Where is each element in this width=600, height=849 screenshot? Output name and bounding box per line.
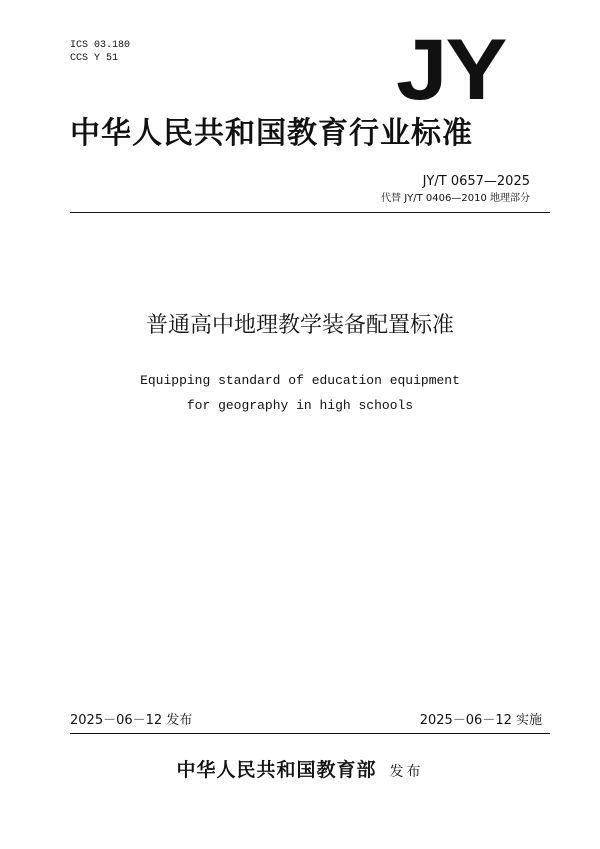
industry-standard-title: 中华人民共和国教育行业标准 xyxy=(70,116,473,151)
standard-number: JY/T 0657—2025 xyxy=(422,174,530,189)
ccs-code: CCS Y 51 xyxy=(70,53,119,64)
replaces-standard: 代替 JY/T 0406—2010 地理部分 xyxy=(381,193,530,204)
publisher-suffix: 发布 xyxy=(389,764,424,780)
header-divider xyxy=(70,212,550,213)
ics-code: ICS 03.180 xyxy=(70,40,131,51)
issue-date: 2025－06－12 发布 xyxy=(70,713,193,728)
jy-logo: JY xyxy=(396,22,506,118)
document-title-chinese: 普通高中地理教学装备配置标准 xyxy=(145,313,454,338)
document-title-english-line-1: Equipping standard of education equipment xyxy=(140,373,460,388)
publisher-name: 中华人民共和国教育部 xyxy=(176,759,377,781)
document-title-english-line-2: for geography in high schools xyxy=(186,398,414,413)
publisher-line xyxy=(0,755,600,782)
classification-codes xyxy=(70,39,130,65)
implementation-date: 2025－06－12 实施 xyxy=(419,713,542,728)
footer-divider xyxy=(70,733,550,734)
